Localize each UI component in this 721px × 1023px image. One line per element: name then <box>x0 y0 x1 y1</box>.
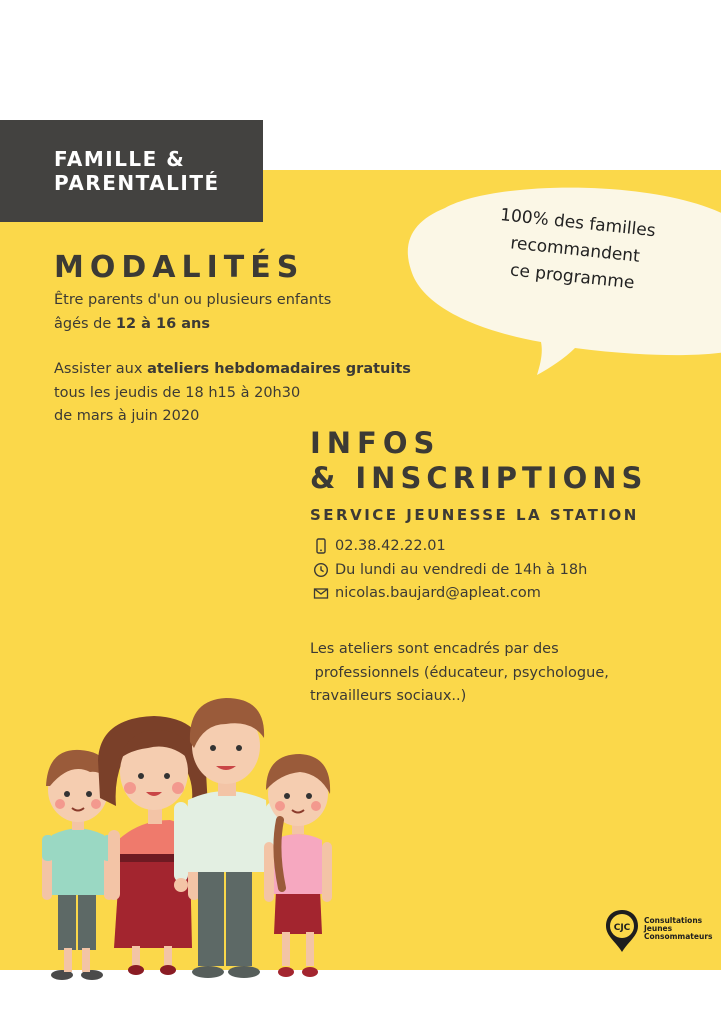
modalites-age-range: 12 à 16 ans <box>115 315 210 332</box>
girl-figure <box>264 754 332 977</box>
modalites-p2-line1 <box>54 358 411 382</box>
infos-title-line-2: & INSCRIPTIONS <box>310 461 648 495</box>
contact-phone <box>313 538 446 554</box>
family-illustration <box>30 690 350 990</box>
bubble-line-1: 100% des familles <box>499 205 657 242</box>
category-banner <box>0 120 263 222</box>
modalites-ateliers: ateliers hebdomadaires gratuits <box>147 361 411 377</box>
logo-initials: CJC <box>613 923 631 933</box>
banner-line-2: PARENTALITÉ <box>54 171 220 195</box>
modalites-p2-line3: de mars à juin 2020 <box>54 408 200 424</box>
cjc-logo <box>604 908 714 954</box>
note-line-1: Les ateliers sont encadrés par des <box>310 641 559 657</box>
service-name: SERVICE JEUNESSE LA STATION <box>310 506 639 524</box>
modalites-paragraph-1 <box>54 289 331 336</box>
phone-number: 02.38.42.22.01 <box>335 538 446 554</box>
bubble-line-3: ce programme <box>509 260 636 294</box>
modalites-p1-line2-text: âgés de <box>54 315 116 332</box>
infos-title-line-1: INFOS <box>310 426 441 460</box>
logo-line-3: Consommateurs <box>644 932 713 941</box>
contact-hours <box>313 562 587 578</box>
modalites-paragraph-2 <box>54 358 411 429</box>
logo-line-1: Consultations <box>644 916 703 925</box>
note-line-2: professionnels (éducateur, psychologue, <box>310 664 609 681</box>
email-address[interactable]: nicolas.baujard@apleat.com <box>335 585 541 601</box>
supervision-note <box>310 638 609 709</box>
cjc-logo-mark <box>604 908 714 954</box>
modalites-p2-line2: tous les jeudis de 18 h15 à 20h30 <box>54 384 301 401</box>
logo-line-2: Jeunes <box>644 924 673 933</box>
modalites-title: MODALITÉS <box>54 250 305 285</box>
bubble-line-2: recommandent <box>509 233 641 267</box>
banner-line-1: FAMILLE & <box>54 147 186 171</box>
opening-hours: Du lundi au vendredi de 14h à 18h <box>335 562 588 578</box>
contact-email <box>313 585 541 601</box>
phone-icon <box>313 538 329 554</box>
clock-icon <box>313 562 329 578</box>
modalites-p1-line1: Être parents d'un ou plusieurs enfants <box>54 292 332 308</box>
modalites-p2-line1-text: Assister aux <box>54 361 148 377</box>
note-line-3: travailleurs sociaux..) <box>310 688 467 704</box>
modalites-p1-line2 <box>54 313 331 337</box>
mail-icon <box>313 585 329 601</box>
